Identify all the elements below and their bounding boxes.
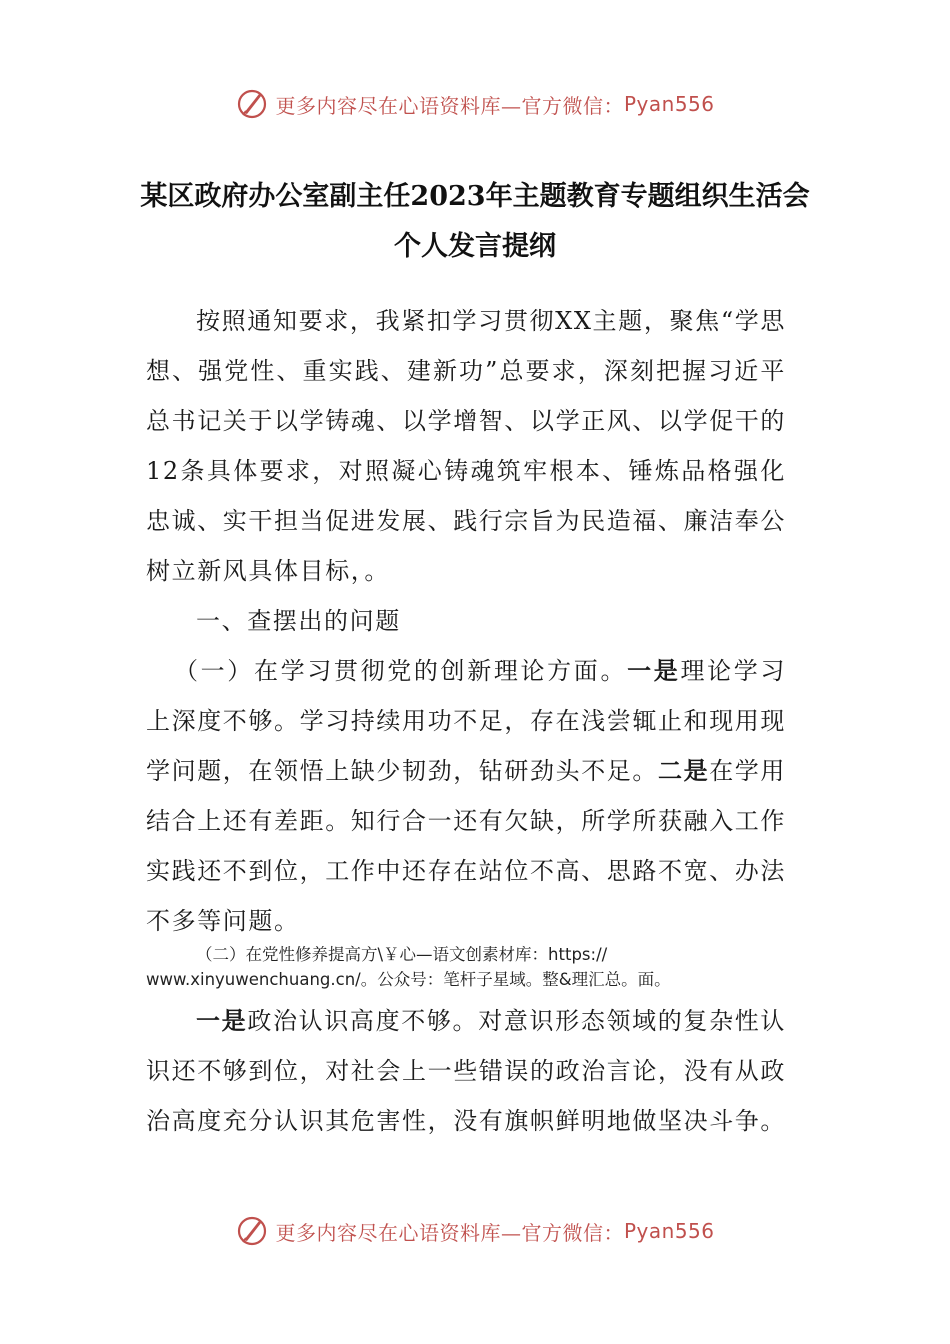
point-one-marker: 一是 — [627, 656, 681, 685]
note-line-1: （二）在党性修养提高方\￥心—语文创素材库：https:// — [196, 945, 608, 964]
watermark-wechat-id: Pyan556 — [623, 92, 715, 116]
watermark-text: 更多内容尽在心语资料库—官方微信： — [275, 93, 624, 118]
section-heading-problems: 一、查摆出的问题 — [196, 607, 401, 635]
watermark-header — [0, 84, 950, 124]
watermark-text: 更多内容尽在心语资料库—官方微信： — [275, 1220, 624, 1245]
point-two-marker: 二是 — [658, 756, 710, 785]
subsection-theory-paragraph — [146, 646, 786, 946]
intro-paragraph: 按照通知要求，我紧扣学习贯彻XX主题，聚焦“学思想、强党性、重实践、建新功”总要求，深刻把握习近平总书记关于以学铸魂、以学增智、以学正风、以学促干的12条具体要求，对照凝心铸魂筑牢根本、锤炼品格强化忠诚、实干担当促进发展、践行宗旨为民造福、廉洁奉公树立新风具体目标，。 — [146, 307, 786, 585]
quill-logo-icon — [235, 1214, 269, 1248]
quill-logo-icon — [235, 87, 269, 121]
watermark-footer — [0, 1211, 950, 1251]
inserted-source-note — [146, 942, 796, 992]
political-point-marker: 一是 — [196, 1006, 248, 1035]
note-line-2: www.xinyuwenchuang.cn/。公众号：笔杆子星域。整&理汇总。面。 — [146, 970, 671, 989]
point-two-text: 在学用结合上还有差距。知行合一还有欠缺，所学所获融入工作实践还不到位，工作中还存在站位不高、思路不宽、办法不多等问题。 — [146, 757, 787, 935]
subsection-lead: （一）在学习贯彻党的创新理论方面。 — [174, 657, 628, 685]
point-one-text: 理论学习上深度不够。学习持续用功不足，存在浅尝辄止和现用现学问题，在领悟上缺少韧劲，钻研劲头不足。 — [146, 657, 786, 785]
political-awareness-paragraph — [146, 996, 786, 1146]
political-point-text: 政治认识高度不够。对意识形态领域的复杂性认识还不够到位，对社会上一些错误的政治言论，没有从政治高度充分认识其危害性，没有旗帜鲜明地做坚决斗争。 — [146, 1007, 786, 1135]
document-title: 某区政府办公室副主任2023年主题教育专题组织生活会个人发言提纲 — [140, 181, 810, 262]
watermark-wechat-id: Pyan556 — [623, 1219, 715, 1243]
